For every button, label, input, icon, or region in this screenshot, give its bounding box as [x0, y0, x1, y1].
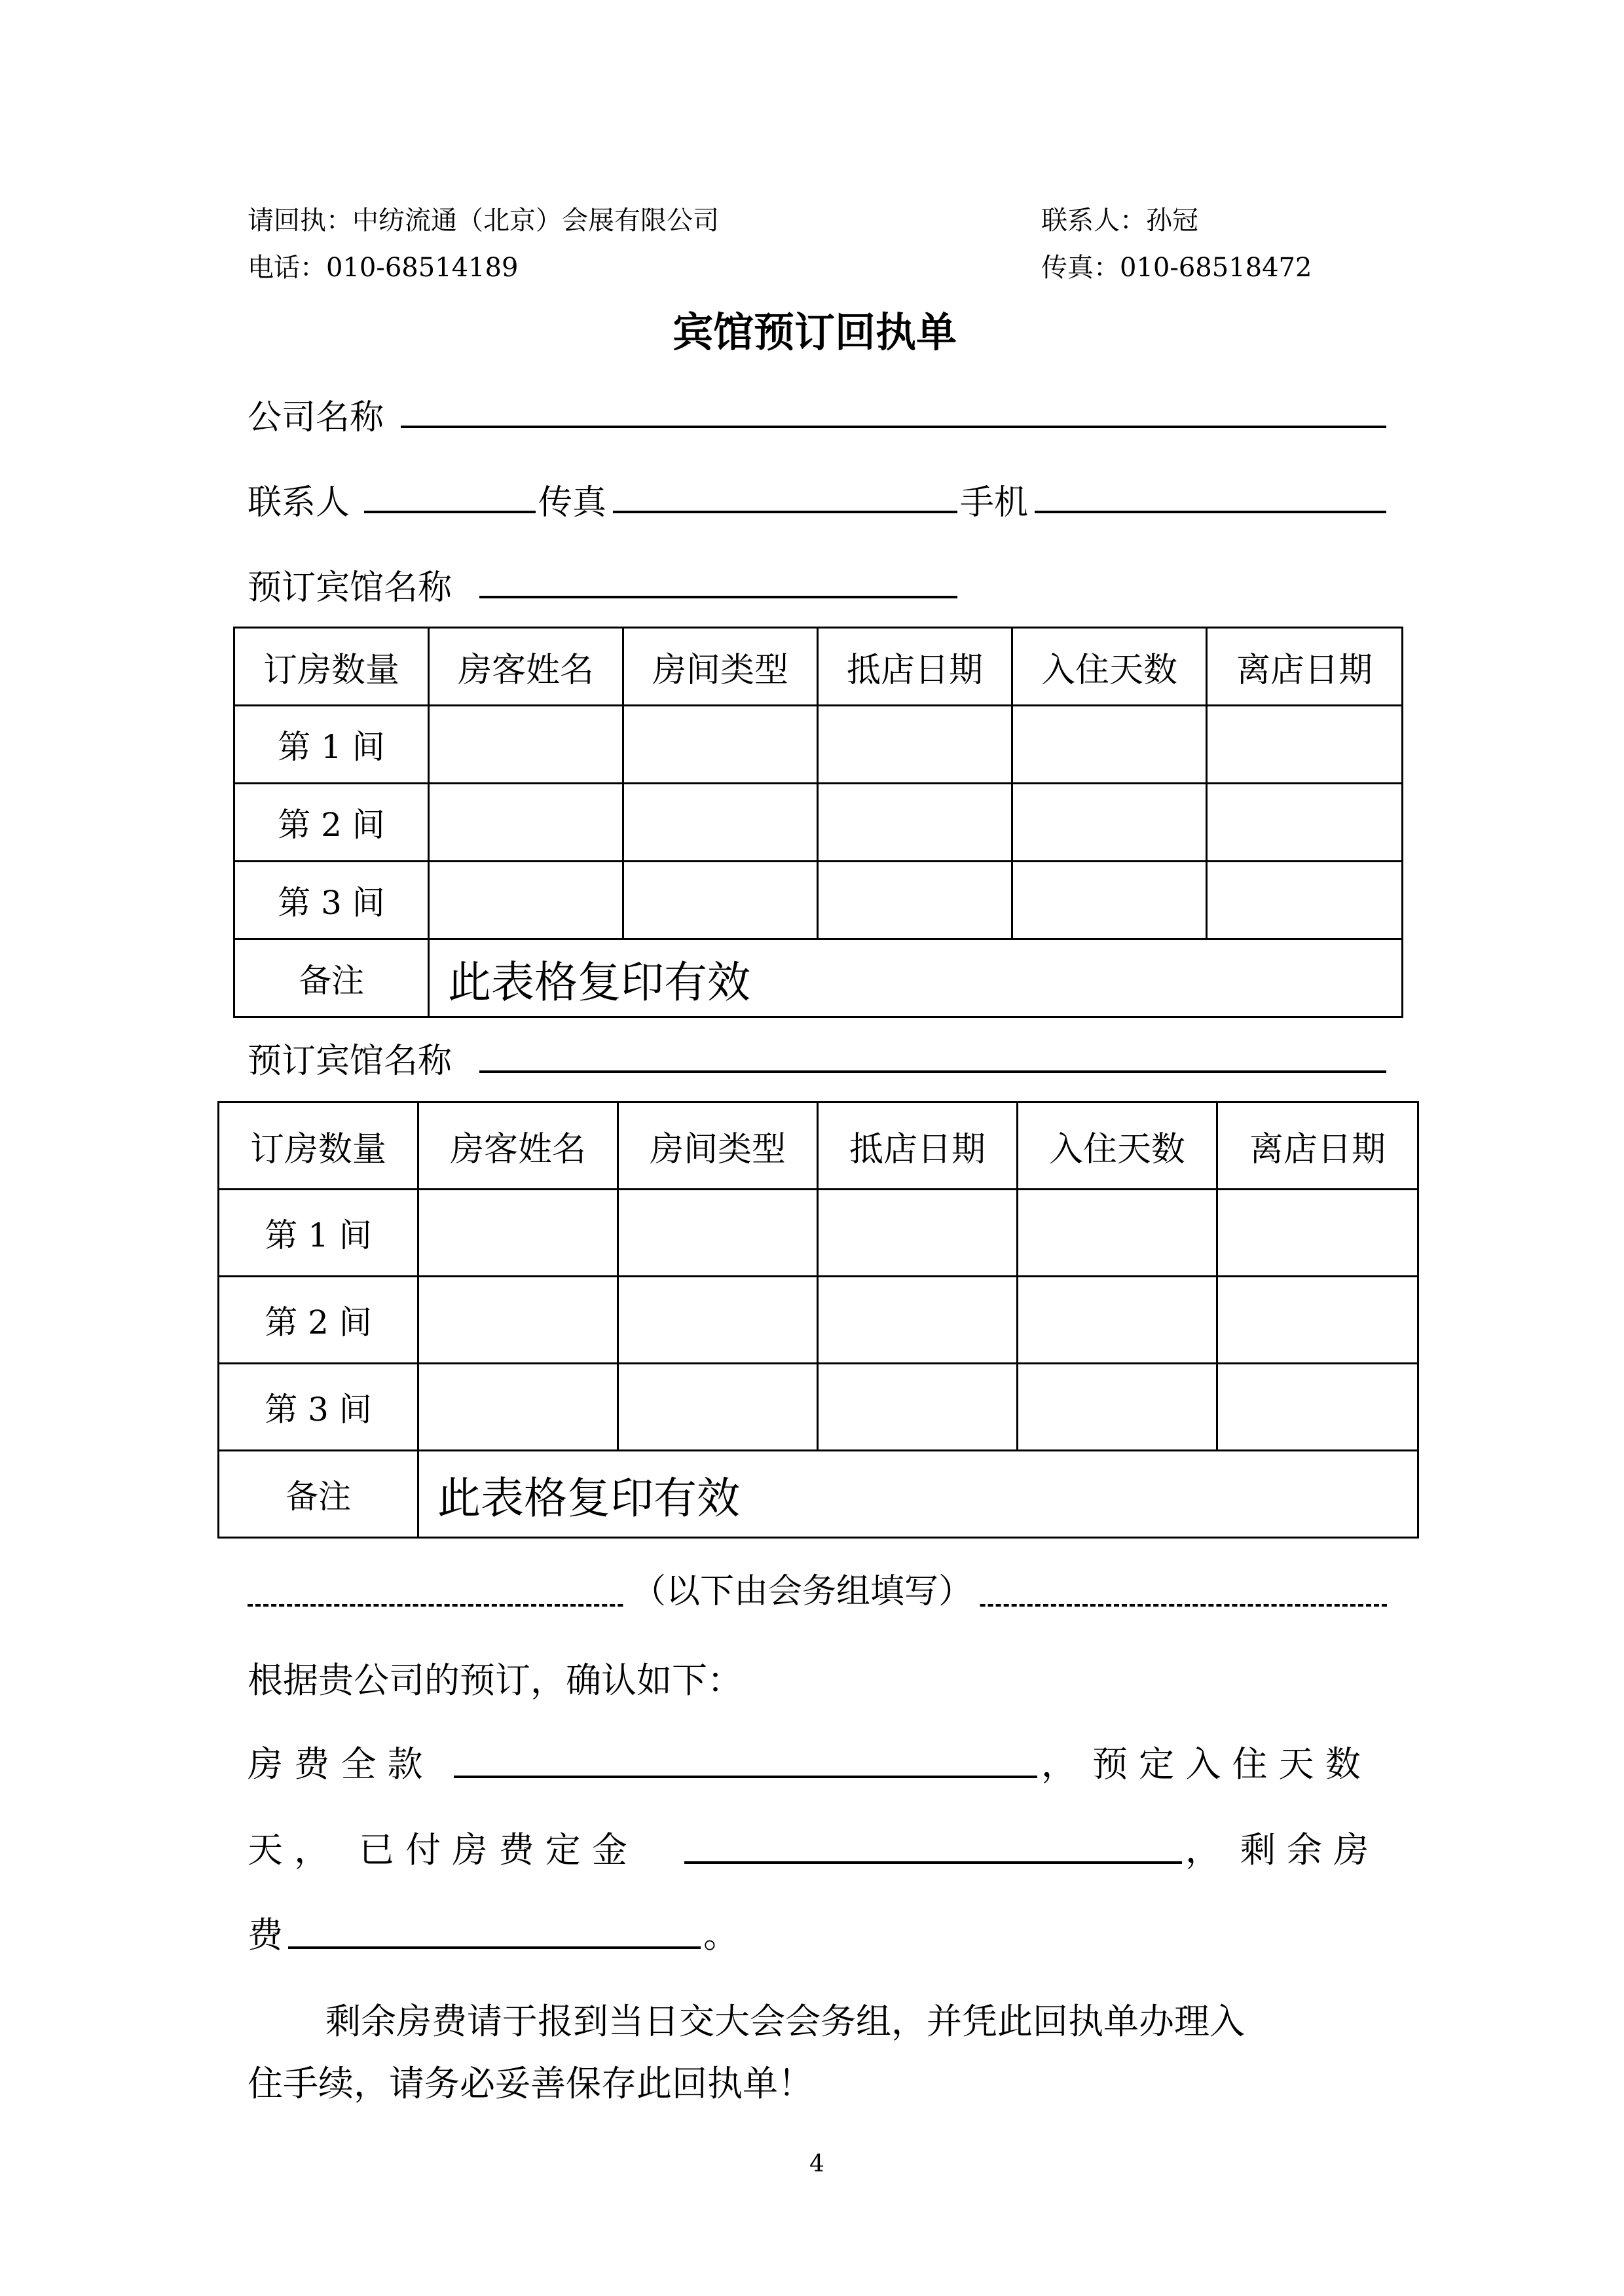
page-number: 4 — [809, 2151, 824, 2178]
contact-label: 联系人 — [248, 483, 350, 522]
table-cell[interactable] — [1018, 1277, 1217, 1364]
table-cell[interactable] — [418, 1364, 618, 1451]
table-header-row — [234, 628, 1403, 706]
divider-label: （以下由会务组填写） — [625, 1563, 979, 1613]
col-header: 离店日期 — [1207, 628, 1403, 706]
paid-deposit-input[interactable] — [684, 1861, 1182, 1864]
col-header: 离店日期 — [1217, 1102, 1418, 1190]
hotel-name-label-2: 预订宾馆名称 — [248, 1042, 452, 1081]
table-cell[interactable] — [818, 706, 1012, 784]
room-fee-total-label: 房 费 全 款 — [248, 1743, 423, 1785]
day-label: 天 ， — [248, 1829, 330, 1870]
mobile-input[interactable] — [1035, 511, 1386, 513]
col-header: 房间类型 — [618, 1102, 818, 1190]
period: 。 — [703, 1914, 739, 1956]
table-row — [219, 1190, 1418, 1277]
note-row — [234, 939, 1403, 1017]
col-header: 房间类型 — [623, 628, 818, 706]
room-label: 第 1 间 — [219, 1190, 418, 1277]
table-cell[interactable] — [1207, 784, 1403, 862]
table-cell[interactable] — [623, 862, 818, 939]
table-row — [219, 1277, 1418, 1364]
booking-table-2 — [217, 1101, 1419, 1539]
comma: ， — [1185, 1829, 1221, 1870]
company-name-input[interactable] — [401, 426, 1386, 428]
table-cell[interactable] — [429, 862, 623, 939]
table-cell[interactable] — [1012, 706, 1207, 784]
col-header: 入住天数 — [1012, 628, 1207, 706]
table-row — [234, 784, 1403, 862]
reply-to-text: 请回执：中纺流通（北京）会展有限公司 — [248, 206, 719, 236]
contact-person-text: 联系人：孙冠 — [1041, 206, 1198, 236]
page-title: 宾馆预订回执单 — [673, 308, 957, 356]
room-label: 第 2 间 — [219, 1277, 418, 1364]
hotel-name-input-2[interactable] — [479, 1070, 1386, 1073]
table-cell[interactable] — [818, 1277, 1018, 1364]
table-cell[interactable] — [1012, 784, 1207, 862]
col-header: 抵店日期 — [818, 628, 1012, 706]
room-label: 第 2 间 — [234, 784, 429, 862]
hotel-name-input-1[interactable] — [479, 596, 957, 598]
table-cell[interactable] — [1018, 1190, 1217, 1277]
table-cell[interactable] — [818, 1364, 1018, 1451]
table-cell[interactable] — [618, 1190, 818, 1277]
table-row — [219, 1364, 1418, 1451]
note-row — [219, 1451, 1418, 1538]
table-cell[interactable] — [818, 1190, 1018, 1277]
fax-input[interactable] — [613, 511, 957, 513]
table-row — [234, 706, 1403, 784]
table-row — [234, 862, 1403, 939]
col-header: 抵店日期 — [818, 1102, 1018, 1190]
fax-label: 传真 — [538, 483, 607, 522]
table-cell[interactable] — [1012, 862, 1207, 939]
table-cell[interactable] — [818, 784, 1012, 862]
table-cell[interactable] — [1207, 862, 1403, 939]
note-text: 此表格复印有效 — [418, 1451, 1418, 1538]
remaining-fee-input[interactable] — [288, 1946, 701, 1949]
room-label: 第 3 间 — [234, 862, 429, 939]
table-cell[interactable] — [618, 1364, 818, 1451]
col-header: 房客姓名 — [429, 628, 623, 706]
table-cell[interactable] — [1018, 1364, 1217, 1451]
table-cell[interactable] — [623, 784, 818, 862]
col-header: 入住天数 — [1018, 1102, 1217, 1190]
fax-text: 传真：010-68518472 — [1041, 253, 1312, 283]
col-header: 房客姓名 — [418, 1102, 618, 1190]
booking-table-1 — [233, 627, 1403, 1018]
table-cell[interactable] — [623, 706, 818, 784]
table-cell[interactable] — [1217, 1277, 1418, 1364]
note-label: 备注 — [234, 939, 429, 1017]
note-text: 此表格复印有效 — [429, 939, 1403, 1017]
table-header-row — [219, 1102, 1418, 1190]
phone-text: 电话：010-68514189 — [248, 253, 519, 283]
table-cell[interactable] — [818, 862, 1012, 939]
col-header: 订房数量 — [234, 628, 429, 706]
table-cell[interactable] — [1217, 1190, 1418, 1277]
notice-line-2: 住手续，请务必妥善保存此回执单！ — [248, 2063, 813, 2104]
mobile-label: 手机 — [960, 483, 1029, 522]
table-cell[interactable] — [429, 706, 623, 784]
remaining-label: 剩 余 房 — [1240, 1829, 1369, 1870]
room-label: 第 3 间 — [219, 1364, 418, 1451]
booked-days-label: 预 定 入 住 天 数 — [1092, 1743, 1361, 1785]
col-header: 订房数量 — [219, 1102, 418, 1190]
confirmation-intro: 根据贵公司的预订，确认如下： — [248, 1660, 743, 1701]
contact-input[interactable] — [364, 511, 536, 513]
table-cell[interactable] — [1217, 1364, 1418, 1451]
note-label: 备注 — [219, 1451, 418, 1538]
company-name-label: 公司名称 — [248, 398, 384, 437]
table-cell[interactable] — [1207, 706, 1403, 784]
hotel-name-label-1: 预订宾馆名称 — [248, 568, 452, 608]
room-label: 第 1 间 — [234, 706, 429, 784]
table-cell[interactable] — [418, 1190, 618, 1277]
paid-deposit-label: 已 付 房 费 定 金 — [359, 1829, 627, 1870]
notice-line-1: 剩余房费请于报到当日交大会会务组，并凭此回执单办理入 — [325, 2001, 1245, 2042]
room-fee-total-input[interactable] — [454, 1776, 1037, 1778]
fee-label: 费 — [248, 1914, 283, 1956]
table-cell[interactable] — [429, 784, 623, 862]
table-cell[interactable] — [618, 1277, 818, 1364]
comma: ， — [1041, 1743, 1077, 1785]
table-cell[interactable] — [418, 1277, 618, 1364]
